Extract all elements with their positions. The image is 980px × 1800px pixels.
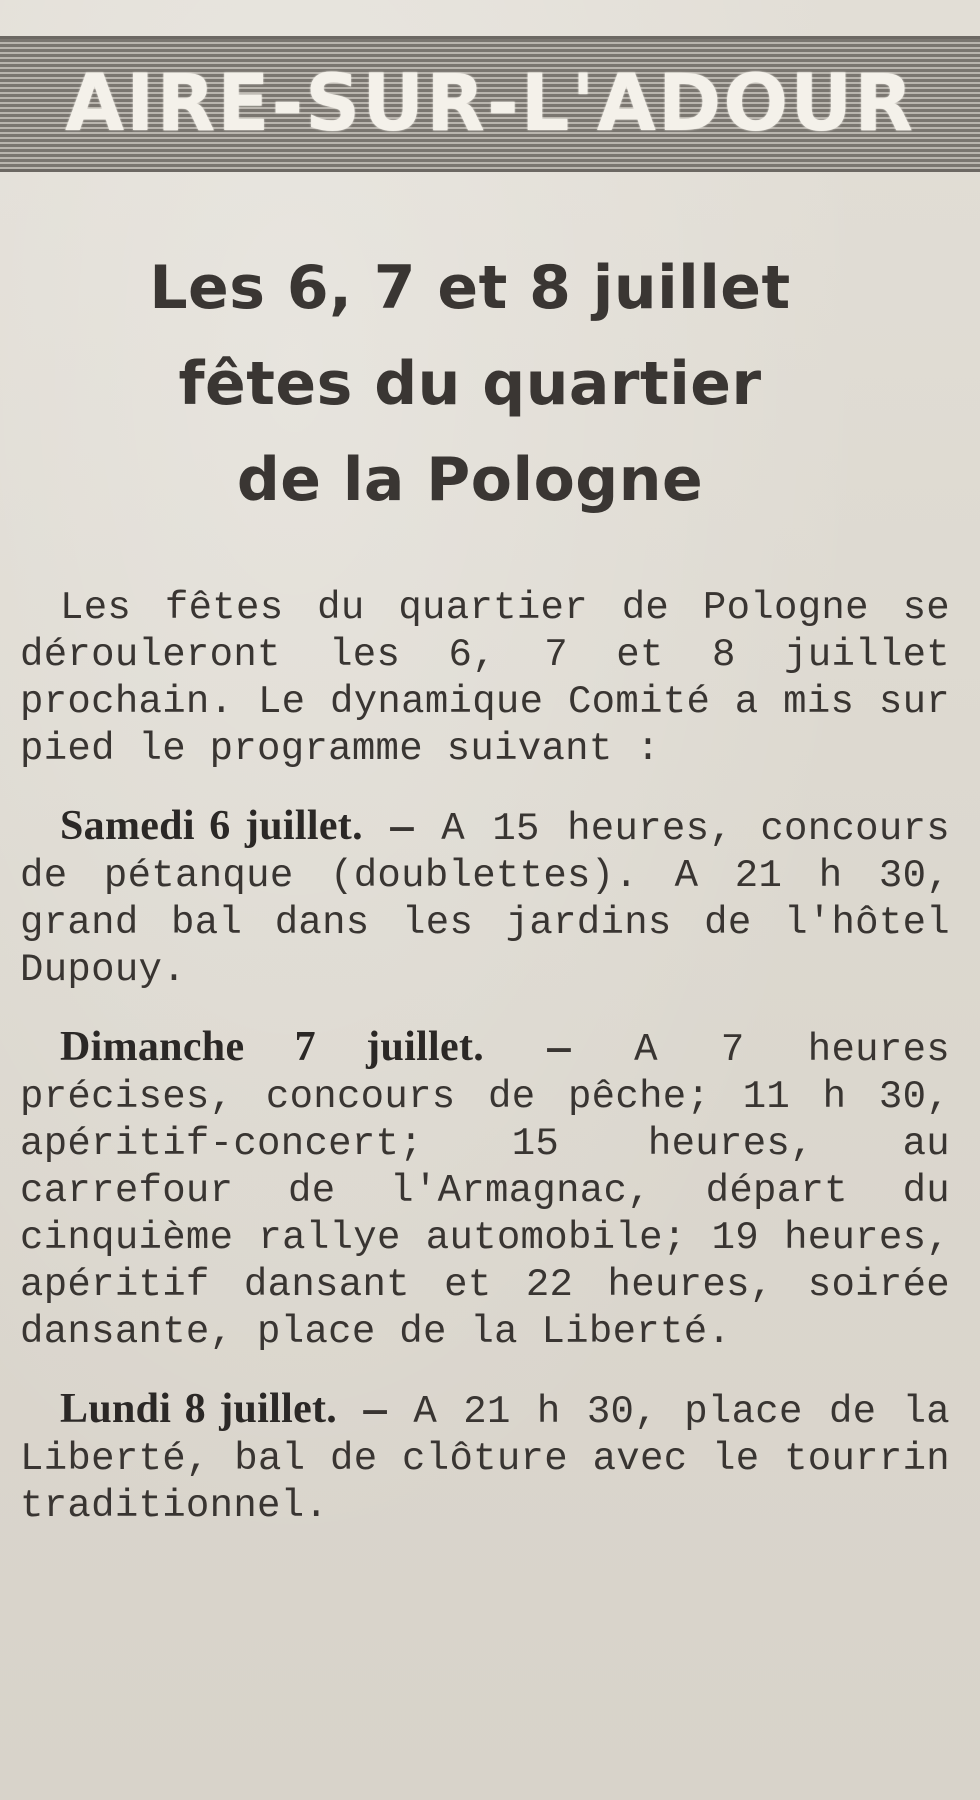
program-saturday — [20, 803, 950, 994]
headline-line-1: Les 6, 7 et 8 juillet — [149, 253, 791, 323]
day-text: A 7 heures précises, concours de pêche; 11 h 30, apéritif-concert; 15 heures, au carrefour de l'Armagnac, départ du cinquième rallye automobile; 19 heures, apéritif dansant et 22 heures, soirée dansante, place de la Liberté. — [20, 1028, 950, 1354]
day-label: Lundi 8 juillet. — [60, 1386, 338, 1432]
dash: — — [390, 807, 414, 851]
article-body — [20, 585, 950, 1530]
article-headline — [60, 240, 880, 528]
day-label: Samedi 6 juillet. — [60, 803, 363, 849]
program-monday — [20, 1386, 950, 1530]
section-title: AIRE-SUR-L'ADOUR — [64, 59, 916, 149]
dash: — — [363, 1390, 388, 1434]
headline-line-3: de la Pologne — [236, 445, 704, 515]
section-banner — [0, 36, 980, 172]
headline-line-2: fêtes du quartier — [178, 349, 762, 419]
day-text: A 15 heures, concours de pétanque (doublettes). A 21 h 30, grand bal dans les jardins de l'hôtel Dupouy. — [20, 807, 950, 992]
day-text: A 21 h 30, place de la Liberté, bal de clôture avec le tourrin traditionnel. — [20, 1390, 950, 1528]
program-sunday — [20, 1024, 950, 1356]
intro-paragraph: Les fêtes du quartier de Pologne se dérouleront les 6, 7 et 8 juillet prochain. Le dynamique Comité a mis sur pied le programme suivant : — [20, 586, 950, 771]
dash: — — [547, 1028, 571, 1072]
day-label: Dimanche 7 juillet. — [60, 1024, 485, 1070]
